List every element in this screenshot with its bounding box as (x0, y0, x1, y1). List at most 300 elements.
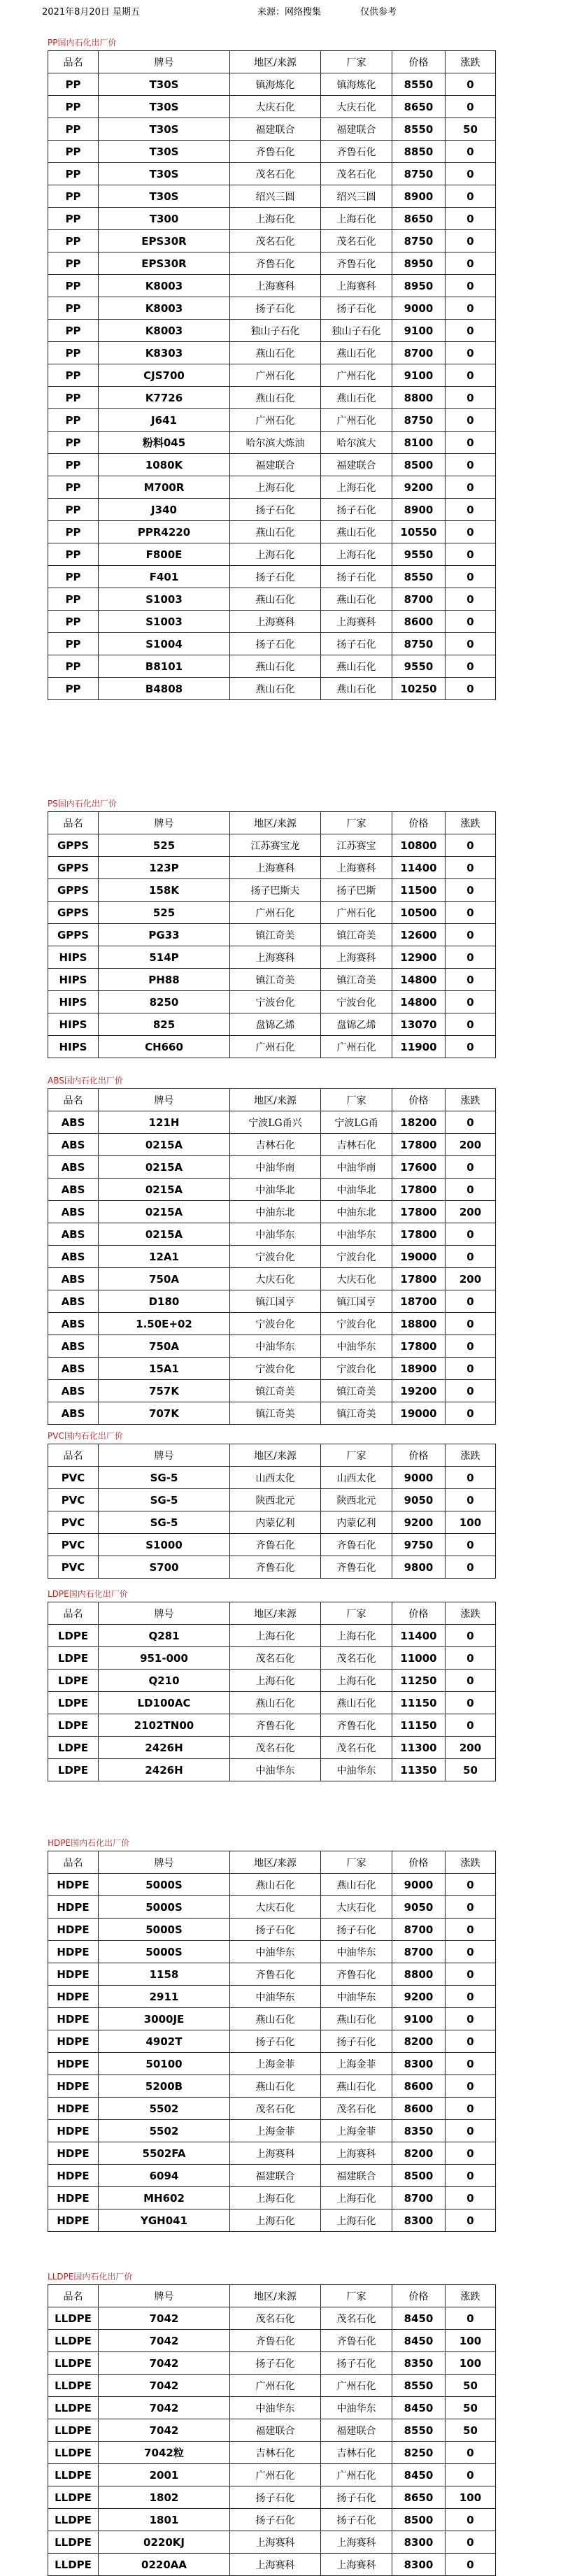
hdpe-price-table (48, 1851, 496, 2232)
maker-cell: 齐鲁石化 (321, 1534, 392, 1556)
price-cell: 9050 (392, 1896, 446, 1919)
hdpe-price-section (48, 1835, 495, 2232)
grade-cell: T30S (99, 96, 230, 118)
table-row (48, 432, 496, 454)
name-cell: LDPE (48, 1759, 99, 1781)
change-cell: 0 (446, 432, 496, 454)
table-row (48, 2509, 496, 2531)
table-row (48, 2165, 496, 2187)
change-cell: 0 (446, 208, 496, 230)
maker-cell: 大庆石化 (321, 96, 392, 118)
grade-cell: T30S (99, 73, 230, 96)
column-header: 涨跌 (446, 51, 496, 73)
grade-cell: K8303 (99, 342, 230, 364)
maker-cell: 燕山石化 (321, 655, 392, 678)
name-cell: LLDPE (48, 2464, 99, 2486)
table-row (48, 1896, 496, 1919)
change-cell: 0 (446, 2142, 496, 2165)
maker-cell: 宁波台化 (321, 1313, 392, 1335)
name-cell: HDPE (48, 2165, 99, 2187)
region-cell: 扬子石化 (230, 1919, 321, 1941)
table-row (48, 2209, 496, 2232)
grade-cell: 514P (99, 946, 230, 969)
table-row (48, 1134, 496, 1156)
maker-cell: 燕山石化 (321, 521, 392, 543)
name-cell: HDPE (48, 1919, 99, 1941)
maker-cell: 燕山石化 (321, 1692, 392, 1714)
region-cell: 燕山石化 (230, 342, 321, 364)
table-row (48, 633, 496, 655)
table-row (48, 1670, 496, 1692)
maker-cell: 扬子石化 (321, 499, 392, 521)
change-cell: 0 (446, 1467, 496, 1489)
price-cell: 8700 (392, 342, 446, 364)
name-cell: LDPE (48, 1625, 99, 1647)
column-header: 涨跌 (446, 2285, 496, 2307)
region-cell: 扬子巴斯夫 (230, 879, 321, 902)
name-cell: LDPE (48, 1670, 99, 1692)
maker-cell: 广州石化 (321, 1036, 392, 1058)
name-cell: PVC (48, 1467, 99, 1489)
price-cell: 8250 (392, 2442, 446, 2464)
section-title: PP国内石化出厂价 (48, 38, 117, 48)
price-cell: 8100 (392, 432, 446, 454)
grade-cell: K8003 (99, 275, 230, 297)
name-cell: HIPS (48, 946, 99, 969)
name-cell: GPPS (48, 924, 99, 946)
price-cell: 17800 (392, 1179, 446, 1201)
region-cell: 上海赛科 (230, 946, 321, 969)
price-cell: 10550 (392, 521, 446, 543)
name-cell: ABS (48, 1201, 99, 1223)
change-cell: 0 (446, 1402, 496, 1425)
price-cell: 11150 (392, 1714, 446, 1737)
column-header: 厂家 (321, 1444, 392, 1467)
column-header: 地区/来源 (230, 1602, 321, 1625)
price-cell: 10500 (392, 902, 446, 924)
price-cell: 8500 (392, 2165, 446, 2187)
table-row (48, 2075, 496, 2098)
table-row (48, 1402, 496, 1425)
region-cell: 齐鲁石化 (230, 1963, 321, 1986)
table-row (48, 1714, 496, 1737)
change-cell: 0 (446, 2307, 496, 2330)
name-cell: LLDPE (48, 2486, 99, 2509)
column-header: 地区/来源 (230, 51, 321, 73)
change-cell: 0 (446, 902, 496, 924)
table-row (48, 2375, 496, 2397)
maker-cell: 齐鲁石化 (321, 1714, 392, 1737)
region-cell: 燕山石化 (230, 678, 321, 700)
name-cell: HDPE (48, 1963, 99, 1986)
name-cell: LLDPE (48, 2509, 99, 2531)
region-cell: 镇江奇美 (230, 924, 321, 946)
change-cell: 50 (446, 2375, 496, 2397)
maker-cell: 中油华东 (321, 1941, 392, 1963)
region-cell: 宁波台化 (230, 1246, 321, 1268)
grade-cell: B8101 (99, 655, 230, 678)
region-cell: 齐鲁石化 (230, 1556, 321, 1579)
table-row (48, 73, 496, 96)
maker-cell: 中油华东 (321, 1223, 392, 1246)
table-header-row (48, 812, 496, 834)
price-cell: 9100 (392, 2008, 446, 2030)
maker-cell: 上海石化 (321, 2187, 392, 2209)
name-cell: PP (48, 655, 99, 678)
grade-cell: PPR4220 (99, 521, 230, 543)
maker-cell: 上海赛科 (321, 2531, 392, 2554)
table-row (48, 834, 496, 857)
section-title: ABS国内石化出厂价 (48, 1076, 123, 1086)
grade-cell: 951-000 (99, 1647, 230, 1670)
change-cell: 0 (446, 2075, 496, 2098)
maker-cell: 福建联合 (321, 2419, 392, 2442)
table-row (48, 252, 496, 275)
grade-cell: YGH041 (99, 2209, 230, 2232)
region-cell: 齐鲁石化 (230, 1534, 321, 1556)
price-cell: 8800 (392, 1963, 446, 1986)
table-row (48, 275, 496, 297)
region-cell: 扬子石化 (230, 2030, 321, 2053)
price-cell: 17800 (392, 1201, 446, 1223)
region-cell: 镇江国亨 (230, 1290, 321, 1313)
table-row (48, 1467, 496, 1489)
grade-cell: T30S (99, 118, 230, 141)
maker-cell: 上海石化 (321, 2209, 392, 2232)
table-row (48, 2531, 496, 2554)
column-header: 涨跌 (446, 1089, 496, 1111)
change-cell: 0 (446, 185, 496, 208)
column-header: 厂家 (321, 1602, 392, 1625)
change-cell: 0 (446, 1380, 496, 1402)
price-cell: 8700 (392, 1919, 446, 1941)
grade-cell: B4808 (99, 678, 230, 700)
change-cell: 0 (446, 1246, 496, 1268)
grade-cell: 825 (99, 1013, 230, 1036)
region-cell: 上海石化 (230, 208, 321, 230)
grade-cell: 5502FA (99, 2142, 230, 2165)
table-row (48, 364, 496, 387)
maker-cell: 福建联合 (321, 2165, 392, 2187)
name-cell: PP (48, 320, 99, 342)
grade-cell: 7042 (99, 2419, 230, 2442)
grade-cell: CJS700 (99, 364, 230, 387)
column-header: 涨跌 (446, 812, 496, 834)
maker-cell: 齐鲁石化 (321, 141, 392, 163)
change-cell: 0 (446, 834, 496, 857)
grade-cell: 757K (99, 1380, 230, 1402)
price-cell: 8950 (392, 252, 446, 275)
region-cell: 广州石化 (230, 902, 321, 924)
change-cell: 0 (446, 611, 496, 633)
maker-cell: 扬子石化 (321, 297, 392, 320)
price-cell: 8550 (392, 118, 446, 141)
grade-cell: 0215A (99, 1201, 230, 1223)
maker-cell: 上海赛科 (321, 2142, 392, 2165)
region-cell: 镇江奇美 (230, 1380, 321, 1402)
name-cell: LLDPE (48, 2397, 99, 2419)
price-cell: 10250 (392, 678, 446, 700)
maker-cell: 燕山石化 (321, 387, 392, 409)
section-title: LLDPE国内石化出厂价 (48, 2272, 133, 2282)
region-cell: 中油华东 (230, 1759, 321, 1781)
grade-cell: MH602 (99, 2187, 230, 2209)
column-header: 品名 (48, 812, 99, 834)
grade-cell: 750A (99, 1268, 230, 1290)
region-cell: 中油华东 (230, 1986, 321, 2008)
maker-cell: 中油华东 (321, 1759, 392, 1781)
table-row (48, 521, 496, 543)
region-cell: 茂名石化 (230, 1647, 321, 1670)
price-cell: 18900 (392, 1358, 446, 1380)
price-cell: 10800 (392, 834, 446, 857)
name-cell: HDPE (48, 2209, 99, 2232)
table-row (48, 2008, 496, 2030)
region-cell: 上海石化 (230, 2209, 321, 2232)
table-row (48, 902, 496, 924)
column-header: 价格 (392, 1444, 446, 1467)
maker-cell: 内蒙亿利 (321, 1511, 392, 1534)
table-row (48, 1759, 496, 1781)
change-cell: 0 (446, 566, 496, 588)
region-cell: 中油华东 (230, 1223, 321, 1246)
grade-cell: 5502 (99, 2120, 230, 2142)
change-cell: 0 (446, 252, 496, 275)
column-header: 牌号 (99, 2285, 230, 2307)
maker-cell: 茂名石化 (321, 1737, 392, 1759)
maker-cell: 宁波台化 (321, 1358, 392, 1380)
maker-cell: 上海赛科 (321, 946, 392, 969)
grade-cell: K7726 (99, 387, 230, 409)
table-row (48, 1963, 496, 1986)
maker-cell: 中油华东 (321, 1986, 392, 2008)
column-header: 牌号 (99, 1444, 230, 1467)
maker-cell: 广州石化 (321, 409, 392, 432)
column-header: 价格 (392, 1089, 446, 1111)
price-cell: 19000 (392, 1246, 446, 1268)
price-cell: 8450 (392, 2397, 446, 2419)
price-cell: 8750 (392, 633, 446, 655)
maker-cell: 江苏赛宝 (321, 834, 392, 857)
grade-cell: 707K (99, 1402, 230, 1425)
change-cell: 0 (446, 1986, 496, 2008)
change-cell: 0 (446, 1179, 496, 1201)
ps-price-table (48, 811, 496, 1058)
region-cell: 吉林石化 (230, 2442, 321, 2464)
price-cell: 8450 (392, 2307, 446, 2330)
maker-cell: 燕山石化 (321, 678, 392, 700)
section-title: PS国内石化出厂价 (48, 799, 117, 809)
price-cell: 8750 (392, 409, 446, 432)
grade-cell: CH660 (99, 1036, 230, 1058)
maker-cell: 吉林石化 (321, 2442, 392, 2464)
price-cell: 14800 (392, 969, 446, 991)
name-cell: HDPE (48, 2120, 99, 2142)
table-row (48, 297, 496, 320)
change-cell: 0 (446, 141, 496, 163)
grade-cell: 6094 (99, 2165, 230, 2187)
table-row (48, 454, 496, 476)
maker-cell: 宁波台化 (321, 1246, 392, 1268)
name-cell: PP (48, 633, 99, 655)
table-row (48, 1511, 496, 1534)
grade-cell: 0220KJ (99, 2531, 230, 2554)
name-cell: PP (48, 118, 99, 141)
change-cell: 0 (446, 1290, 496, 1313)
column-header: 价格 (392, 2285, 446, 2307)
column-header: 地区/来源 (230, 2285, 321, 2307)
region-cell: 茂名石化 (230, 1737, 321, 1759)
name-cell: LDPE (48, 1714, 99, 1737)
name-cell: ABS (48, 1290, 99, 1313)
region-cell: 茂名石化 (230, 230, 321, 252)
price-cell: 11400 (392, 857, 446, 879)
region-cell: 福建联合 (230, 454, 321, 476)
name-cell: LLDPE (48, 2375, 99, 2397)
name-cell: LLDPE (48, 2419, 99, 2442)
maker-cell: 齐鲁石化 (321, 252, 392, 275)
price-cell: 8700 (392, 588, 446, 611)
price-cell: 18200 (392, 1111, 446, 1134)
maker-cell: 福建联合 (321, 118, 392, 141)
price-cell: 9100 (392, 364, 446, 387)
table-row (48, 1358, 496, 1380)
maker-cell: 扬子石化 (321, 2352, 392, 2375)
price-cell: 8600 (392, 2075, 446, 2098)
change-cell: 0 (446, 2442, 496, 2464)
region-cell: 福建联合 (230, 118, 321, 141)
name-cell: HDPE (48, 1941, 99, 1963)
region-cell: 扬子石化 (230, 566, 321, 588)
column-header: 厂家 (321, 2285, 392, 2307)
region-cell: 镇江奇美 (230, 1402, 321, 1425)
maker-cell: 上海金菲 (321, 2053, 392, 2075)
grade-cell: PG33 (99, 924, 230, 946)
table-row (48, 1556, 496, 1579)
maker-cell: 上海赛科 (321, 857, 392, 879)
name-cell: PP (48, 678, 99, 700)
table-row (48, 2554, 496, 2576)
table-row (48, 611, 496, 633)
change-cell: 0 (446, 521, 496, 543)
table-row (48, 946, 496, 969)
change-cell: 0 (446, 1534, 496, 1556)
change-cell: 0 (446, 1489, 496, 1511)
price-cell: 8750 (392, 230, 446, 252)
grade-cell: 525 (99, 834, 230, 857)
column-header: 价格 (392, 1851, 446, 1874)
table-row (48, 1290, 496, 1313)
table-row (48, 1489, 496, 1511)
name-cell: HDPE (48, 2187, 99, 2209)
grade-cell: 12A1 (99, 1246, 230, 1268)
price-cell: 12900 (392, 946, 446, 969)
column-header: 厂家 (321, 812, 392, 834)
change-cell: 0 (446, 2120, 496, 2142)
column-header: 品名 (48, 1444, 99, 1467)
region-cell: 福建联合 (230, 2165, 321, 2187)
maker-cell: 茂名石化 (321, 163, 392, 185)
column-header: 涨跌 (446, 1602, 496, 1625)
change-cell: 0 (446, 409, 496, 432)
region-cell: 中油华东 (230, 2397, 321, 2419)
region-cell: 广州石化 (230, 2375, 321, 2397)
price-cell: 12600 (392, 924, 446, 946)
table-row (48, 655, 496, 678)
grade-cell: 5000S (99, 1919, 230, 1941)
column-header: 品名 (48, 1851, 99, 1874)
table-row (48, 879, 496, 902)
change-cell: 0 (446, 857, 496, 879)
change-cell: 0 (446, 454, 496, 476)
header-source: 来源：网络搜集 (257, 7, 322, 17)
region-cell: 哈尔滨大炼油 (230, 432, 321, 454)
grade-cell: K8003 (99, 297, 230, 320)
grade-cell: J340 (99, 499, 230, 521)
table-row (48, 1874, 496, 1896)
change-cell: 0 (446, 297, 496, 320)
grade-cell: 1802 (99, 2486, 230, 2509)
region-cell: 燕山石化 (230, 2075, 321, 2098)
abs-price-section (48, 1073, 495, 1425)
name-cell: HDPE (48, 2098, 99, 2120)
grade-cell: 5502 (99, 2098, 230, 2120)
change-cell: 0 (446, 2165, 496, 2187)
price-cell: 8450 (392, 2464, 446, 2486)
region-cell: 山西太化 (230, 1467, 321, 1489)
column-header: 品名 (48, 51, 99, 73)
table-row (48, 1223, 496, 1246)
column-header: 牌号 (99, 1851, 230, 1874)
table-header-row (48, 1444, 496, 1467)
maker-cell: 扬子石化 (321, 2509, 392, 2531)
column-header: 价格 (392, 812, 446, 834)
maker-cell: 茂名石化 (321, 2098, 392, 2120)
region-cell: 镇海炼化 (230, 73, 321, 96)
grade-cell: J641 (99, 409, 230, 432)
region-cell: 扬子石化 (230, 297, 321, 320)
change-cell: 0 (446, 924, 496, 946)
table-row (48, 1692, 496, 1714)
grade-cell: Q281 (99, 1625, 230, 1647)
region-cell: 齐鲁石化 (230, 141, 321, 163)
region-cell: 上海赛科 (230, 611, 321, 633)
change-cell: 0 (446, 2464, 496, 2486)
grade-cell: S1004 (99, 633, 230, 655)
change-cell: 0 (446, 1670, 496, 1692)
name-cell: HDPE (48, 1874, 99, 1896)
grade-cell: T30S (99, 141, 230, 163)
name-cell: GPPS (48, 857, 99, 879)
maker-cell: 镇江国亨 (321, 1290, 392, 1313)
name-cell: ABS (48, 1313, 99, 1335)
name-cell: LLDPE (48, 2442, 99, 2464)
name-cell: PP (48, 163, 99, 185)
grade-cell: 7042 (99, 2397, 230, 2419)
maker-cell: 陕西北元 (321, 1489, 392, 1511)
region-cell: 燕山石化 (230, 588, 321, 611)
table-row (48, 208, 496, 230)
name-cell: HDPE (48, 2030, 99, 2053)
maker-cell: 扬子石化 (321, 566, 392, 588)
region-cell: 燕山石化 (230, 387, 321, 409)
table-row (48, 1179, 496, 1201)
price-cell: 9000 (392, 1874, 446, 1896)
price-cell: 8500 (392, 2509, 446, 2531)
change-cell: 0 (446, 1714, 496, 1737)
section-title: HDPE国内石化出厂价 (48, 1838, 130, 1848)
maker-cell: 上海赛科 (321, 611, 392, 633)
